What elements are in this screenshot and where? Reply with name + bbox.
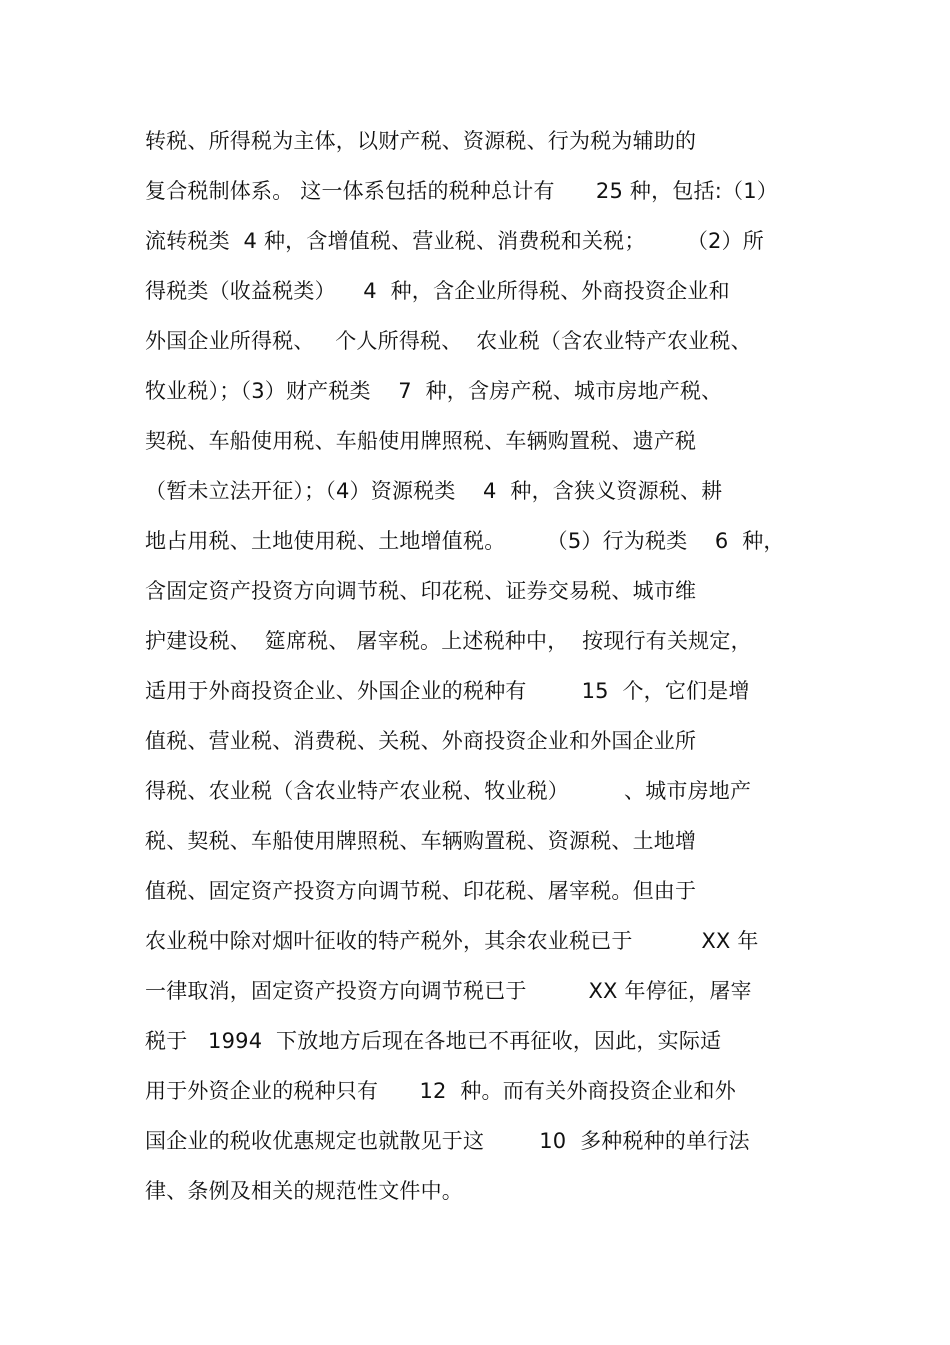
text-line: 地占用税、土地使用税、土地增值税。 （5）行为税类 6 种，: [145, 529, 785, 553]
text-line: 农业税中除对烟叶征收的特产税外，其余农业税已于 XX 年: [145, 929, 759, 953]
text-line: （暂未立法开征）；（4）资源税类 4 种，含狭义资源税、耕: [145, 479, 723, 503]
text-line: 国企业的税收优惠规定也就散见于这 10 多种税种的单行法: [145, 1129, 750, 1153]
text-line: 契税、车船使用税、车船使用牌照税、车辆购置税、遗产税: [145, 429, 697, 453]
text-line: 复合税制体系。 这一体系包括的税种总计有 25 种，包括:（1）: [145, 179, 778, 203]
text-line: 一律取消，固定资产投资方向调节税已于 XX 年停征，屠宰: [145, 979, 752, 1003]
text-line: 税、契税、车船使用牌照税、车辆购置税、资源税、土地增: [145, 829, 697, 853]
text-line: 流转税类 4 种，含增值税、营业税、消费税和关税； （2）所: [145, 229, 764, 253]
text-line: 牧业税）；（3）财产税类 7 种，含房产税、城市房地产税、: [145, 379, 723, 403]
text-line: 值税、营业税、消费税、关税、外商投资企业和外国企业所: [145, 729, 697, 753]
text-line: 得税类（收益税类） 4 种，含企业所得税、外商投资企业和: [145, 279, 730, 303]
text-line: 用于外资企业的税种只有 12 种。而有关外商投资企业和外: [145, 1079, 736, 1103]
text-line: 值税、固定资产投资方向调节税、印花税、屠宰税。但由于: [145, 879, 697, 903]
body-paragraph: [145, 122, 825, 1222]
text-line: 含固定资产投资方向调节税、印花税、证券交易税、城市维: [145, 579, 697, 603]
text-line: 护建设税、 筵席税、 屠宰税。上述税种中， 按现行有关规定，: [145, 629, 752, 653]
text-line: 转税、所得税为主体，以财产税、资源税、行为税为辅助的: [145, 129, 697, 153]
text-line: 律、条例及相关的规范性文件中。: [145, 1179, 463, 1203]
text-line: 外国企业所得税、 个人所得税、 农业税（含农业特产农业税、: [145, 329, 752, 353]
text-line: 税于 1994 下放地方后现在各地已不再征收，因此，实际适: [145, 1029, 722, 1053]
text-line: 适用于外商投资企业、外国企业的税种有 15 个，它们是增: [145, 679, 750, 703]
text-line: 得税、农业税（含农业特产农业税、牧业税） 、城市房地产: [145, 779, 752, 803]
